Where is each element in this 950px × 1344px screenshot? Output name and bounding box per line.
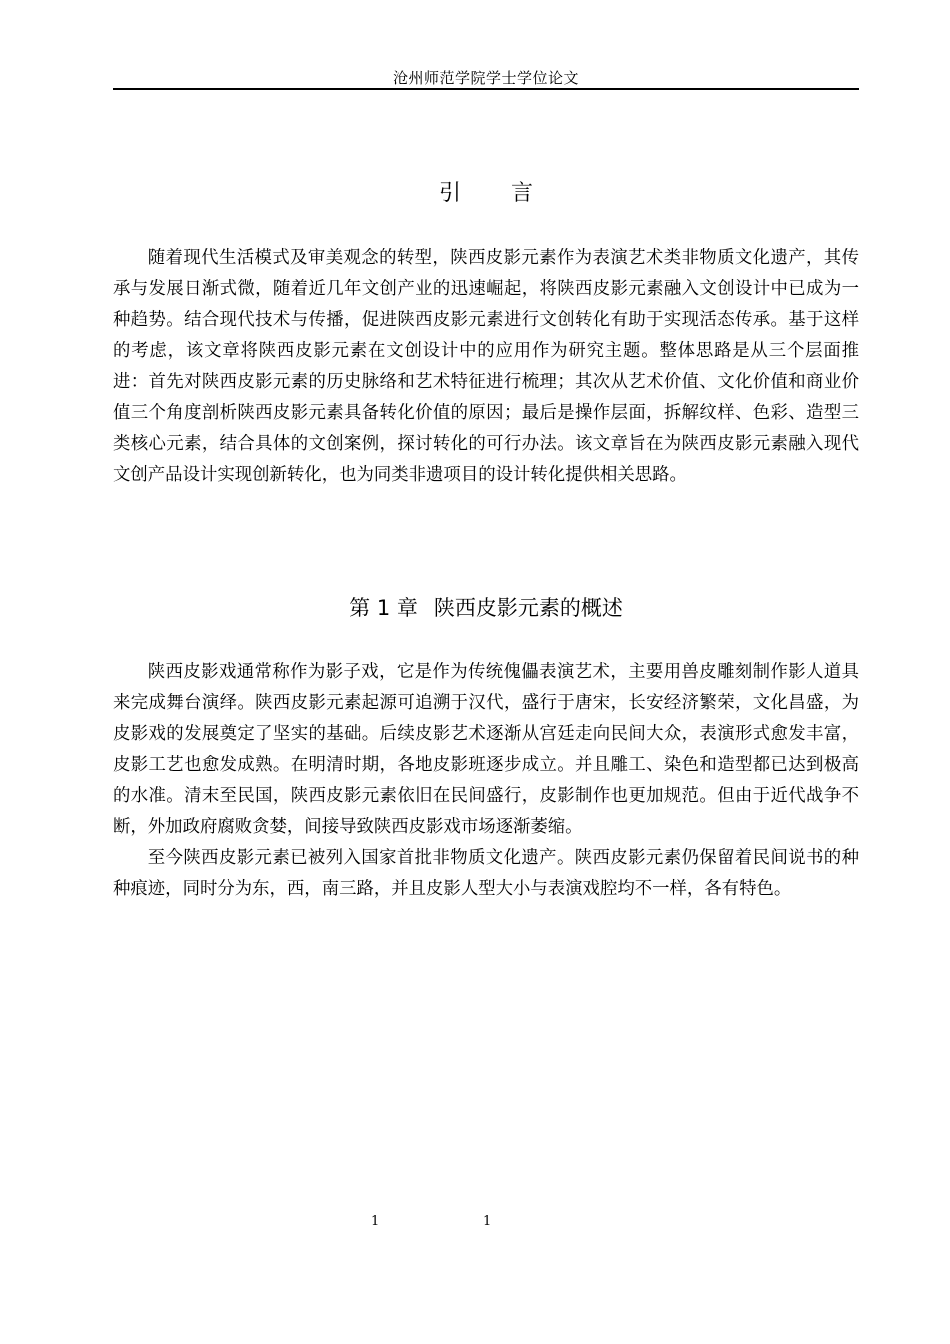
intro-paragraph-1: 随着现代生活模式及审美观念的转型，陕西皮影元素作为表演艺术类非物质文化遗产，其传承与发展日渐式微，随着近几年文创产业的迅速崛起，将陕西皮影元素融入文创设计中已成为一种趋势。结合现代技术与传播，促进陕西皮影元素进行文创转化有助于实现活态传承。基于这样的考虑，该文章将陕西皮影元素在文创设计中的应用作为研究主题。整体思路是从三个层面推进：首先对陕西皮影元素的历史脉络和艺术特征进行梳理；其次从艺术价值、文化价值和商业价值三个角度剖析陕西皮影元素具备转化价值的原因；最后是操作层面，拆解纹样、色彩、造型三类核心元素，结合具体的文创案例，探讨转化的可行办法。该文章旨在为陕西皮影元素融入现代文创产品设计实现创新转化，也为同类非遗项目的设计转化提供相关思路。 [113,248,859,485]
header-rule [113,88,859,90]
chapter-1-number: 第 1 章 [349,596,418,620]
page-number-right: 1 [483,1214,492,1229]
page-number-left: 1 [371,1214,380,1229]
chapter-1-heading [113,592,859,624]
intro-heading: 引言 [438,181,583,206]
chapter-1-paragraph-1: 陕西皮影戏通常称作为影子戏，它是作为传统傀儡表演艺术，主要用兽皮雕刻制作影人道具来完成舞台演绎。陕西皮影元素起源可追溯于汉代，盛行于唐宋，长安经济繁荣，文化昌盛，为皮影戏的发展奠定了坚实的基础。后续皮影艺术逐渐从宫廷走向民间大众，表演形式愈发丰富，皮影工艺也愈发成熟。在明清时期，各地皮影班逐步成立。并且雕工、染色和造型都已达到极高的水准。清末至民国，陕西皮影元素依旧在民间盛行，皮影制作也更加规范。但由于近代战争不断，外加政府腐败贪婪，间接导致陕西皮影戏市场逐渐萎缩。 [113,662,859,837]
running-header: 沧州师范学院学士学位论文 [392,69,579,87]
chapter-1-paragraph-2: 至今陕西皮影元素已被列入国家首批非物质文化遗产。陕西皮影元素仍保留着民间说书的种种痕迹，同时分为东，西，南三路，并且皮影人型大小与表演戏腔均不一样，各有特色。 [113,848,859,899]
chapter-1-body [113,657,859,905]
chapter-1-title: 陕西皮影元素的概述 [433,596,623,620]
intro-body [113,243,859,491]
